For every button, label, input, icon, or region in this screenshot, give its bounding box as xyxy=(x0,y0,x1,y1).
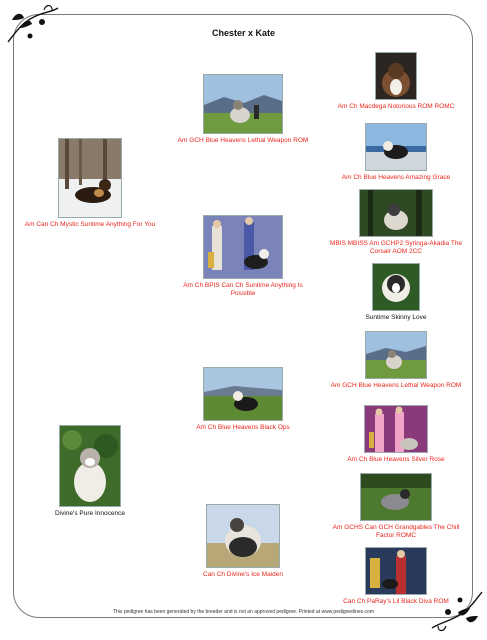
gen3-name: MBIS MBISS Am GCHP2 Syringa-Akadia The Corsair AOM 2CC xyxy=(329,240,463,255)
gen3-photo xyxy=(365,123,427,171)
gen3-photo xyxy=(365,331,427,379)
gen3-photo xyxy=(375,52,417,100)
dam-photo xyxy=(59,425,121,507)
dam-name: Divine's Pure Innocence xyxy=(55,510,125,517)
gen3-photo xyxy=(365,547,427,595)
gen3-entry xyxy=(326,547,466,606)
gen3-photo xyxy=(359,189,433,237)
sire-photo xyxy=(58,138,122,218)
gen3-entry xyxy=(326,405,466,464)
gen3-entry xyxy=(326,52,466,111)
gen3-name: Am Ch Macdega Notorious ROM ROMC xyxy=(337,103,455,110)
gen3-name: Am Ch Blue Heavens Amazing Grace xyxy=(341,174,451,181)
sire-sire-photo xyxy=(203,74,283,134)
sire-sire-entry xyxy=(173,74,313,145)
gen3-entry xyxy=(326,189,466,256)
gen3-name: Can Ch PaRay's Lil Black Diva ROM xyxy=(343,598,449,605)
gen3-name: Am Ch Blue Heavens Silver Rose xyxy=(347,456,445,463)
gen3-name: Am GCH Blue Heavens Lethal Weapon ROM xyxy=(330,382,462,389)
footer-disclaimer: This pedigree has been generated by the breeder and is not an approved pedigree. Printed at www.pedigreelines.com xyxy=(112,609,374,615)
dam-sire-entry xyxy=(173,367,313,432)
dam-dam-entry xyxy=(173,504,313,579)
dam-sire-photo xyxy=(203,367,283,421)
gen3-entry xyxy=(326,123,466,182)
page-title: Chester x Kate xyxy=(211,28,276,38)
sire-entry xyxy=(20,138,160,229)
gen3-entry xyxy=(326,331,466,390)
gen3-photo xyxy=(372,263,420,311)
flourish-ornament-top-left xyxy=(2,2,62,50)
sire-sire-name: Am GCH Blue Heavens Lethal Weapon ROM xyxy=(177,137,309,144)
gen3-name: Am GCHS Can GCH Grandgables The Chill Factor ROMC xyxy=(332,524,460,539)
gen3-entry xyxy=(326,473,466,540)
sire-dam-name: Am Ch BPIS Can Ch Suntime Anything Is Possible xyxy=(183,282,303,297)
dam-sire-name: Am Ch Blue Heavens Black Ops xyxy=(196,424,290,431)
gen3-name: Suntime Skinny Love xyxy=(365,314,427,321)
gen3-photo xyxy=(360,473,432,521)
gen3-photo xyxy=(364,405,428,453)
sire-dam-photo xyxy=(203,215,283,279)
dam-dam-name: Can Ch Divine's Ice Maiden xyxy=(203,571,283,578)
sire-name: Am Can Ch Mystic Suntime Anything For You xyxy=(24,221,156,228)
gen3-entry xyxy=(326,263,466,322)
dam-dam-photo xyxy=(206,504,280,568)
sire-dam-entry xyxy=(173,215,313,298)
dam-entry xyxy=(20,425,160,518)
